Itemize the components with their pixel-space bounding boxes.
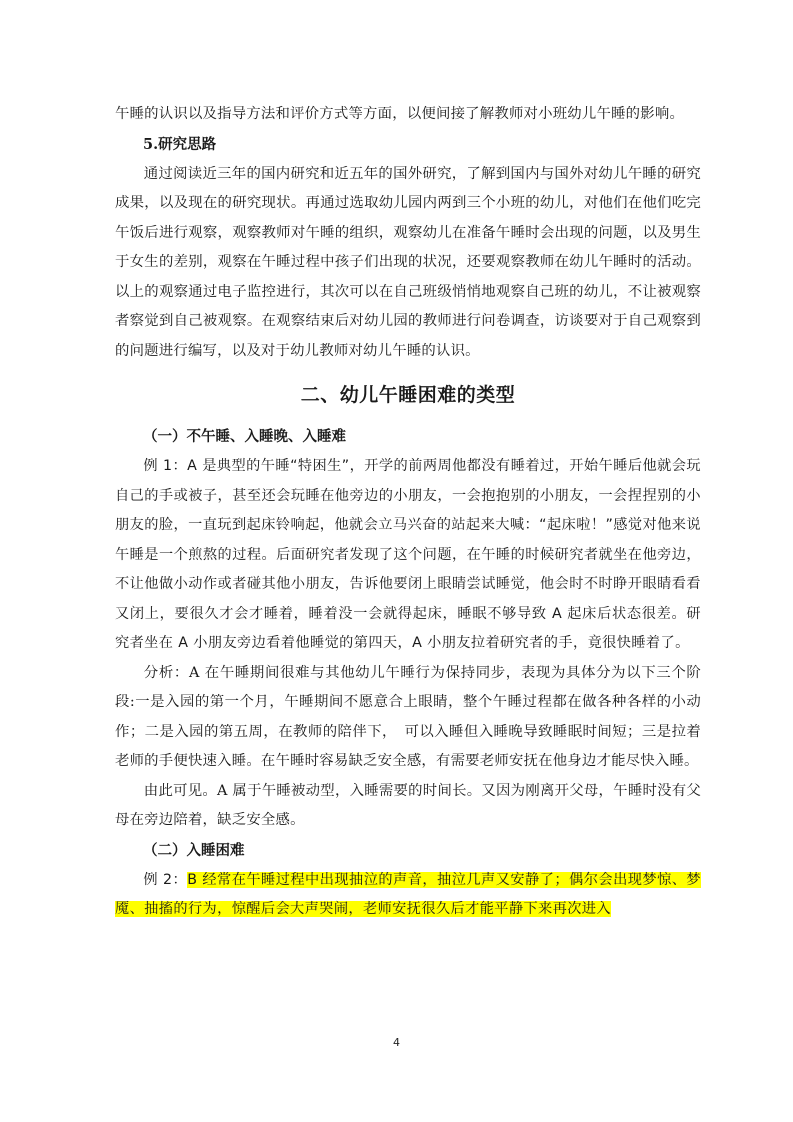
example-two-label: 例 2： [143, 871, 188, 888]
page-number: 4 [393, 1036, 400, 1049]
example-one-paragraph [115, 452, 701, 659]
example-one-label: 例 1： [143, 458, 188, 474]
part-two-title: （二）入睡困难 [143, 842, 245, 859]
part-one-title: （一）不午睡、入睡晚、入睡难 [143, 429, 346, 445]
document-page [115, 100, 701, 925]
example-two-paragraph [115, 866, 701, 925]
research-approach-paragraph: 通过阅读近三年的国内研究和近五年的国外研究，了解到国内与国外对幼儿午睡的研究成果，以及现在的研究现状。再通过选取幼儿园内两到三个小班的幼儿，对他们在他们吃完午饭后进行观察，观察教师对午睡的组织，观察幼儿在准备午睡时会出现的问题，以及男生于女生的差别，观察在午睡过程中孩子们出现的状况，还要观察教师在幼儿午睡时的活动。以上的观察通过电子监控进行，其次可以在自己班级悄悄地观察自己班的幼儿，不让被观察者察觉到自己被观察。在观察结束后对幼儿园的教师进行问卷调查，访谈要对于自己观察到的问题进行编写，以及对于幼儿教师对幼儿午睡的认识。 [115, 165, 701, 359]
example-two-highlighted-text: B 经常在午睡过程中出现抽泣的声音，抽泣几声又安静了；偶尔会出现梦惊、梦魇、抽搐的行为，惊醒后会大声哭闹，老师安抚很久后才能平静下来再次进入 [115, 871, 701, 917]
analysis-paragraph: 分析：A 在午睡期间很难与其他幼儿午睡行为保持同步，表现为具体分为以下三个阶段:一是入园的第一个月，午睡期间不愿意合上眼睛，整个午睡过程都在做各种各样的小动作；二是入园的第五周，在教师的陪伴下， 可以入睡但入睡晚导致睡眠时间短；三是拉着老师的手便快速入睡。在午睡时容易缺乏安全感，有需要老师安抚在他身边才能尽快入睡。 [115, 664, 701, 769]
example-one-text: A 是典型的午睡“特困生”，开学的前两周他都没有睡着过，开始午睡后他就会玩自己的手或被子，甚至还会玩睡在他旁边的小朋友，一会抱抱别的小朋友，一会捏捏别的小朋友的脸，一直玩到起床铃响起，他就会立马兴奋的站起来大喊：“起床啦！”感觉对他来说午睡是一个煎熬的过程。后面研究者发现了这个问题，在午睡的时候研究者就坐在他旁边，不让他做小动作或者碰其他小朋友，告诉他要闭上眼睛尝试睡觉，他会时不时睁开眼睛看看又闭上，要很久才会才睡着，睡着没一会就得起床，睡眠不够导致 A 起床后状态很差。研究者坐在 A 小朋友旁边看着他睡觉的第四天，A 小朋友拉着研究者的手，竟很快睡着了。 [115, 458, 702, 651]
conclusion-paragraph: 由此可见。A 属于午睡被动型，入睡需要的时间长。又因为刚离开父母，午睡时没有父母在旁边陪着，缺乏安全感。 [115, 782, 701, 828]
section-two-title: 二、幼儿午睡困难的类型 [300, 384, 516, 406]
research-approach-heading: 5.研究思路 [143, 135, 217, 153]
continuation-paragraph: 午睡的认识以及指导方法和评价方式等方面，以便间接了解教师对小班幼儿午睡的影响。 [115, 106, 685, 122]
